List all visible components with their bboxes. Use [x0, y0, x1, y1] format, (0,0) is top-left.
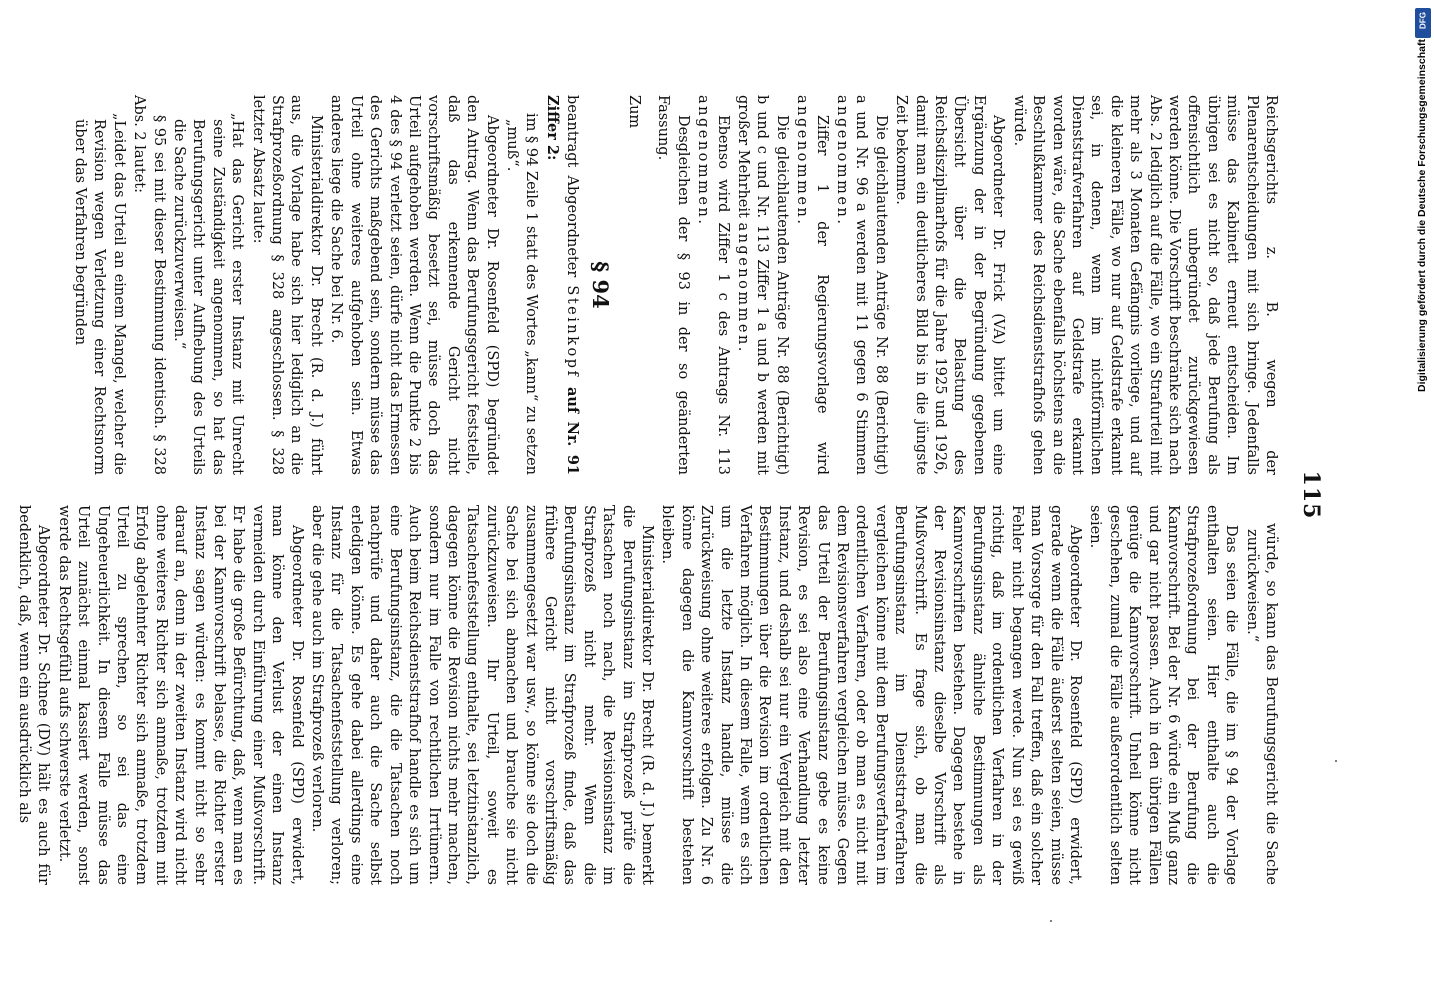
paragraph: Abgeordneter Dr. Schnee (DV) hält es auch für bedenklich, daß, wenn ein ausdrücklich als: [16, 505, 52, 885]
paragraph-text: Ziffer 1 der Regierungsvorlage wird: [813, 115, 830, 475]
emphasis-text: angenommen.: [735, 222, 752, 354]
logo-label: DFG: [1418, 12, 1428, 29]
paragraph: [733, 95, 791, 475]
quotation: würde, so kann das Berufungsgericht die Sache zurückweisen.“: [1243, 523, 1279, 885]
quotation: „Hat das Gericht erster Instanz mit Unrecht seine Zuständigkeit angenommen, so hat das Berufungsgericht unter Aufhebung des Urteils die Sache zurückzuverweisen.“: [171, 113, 246, 475]
paragraph-text: Ebenso wird Ziffer 1 c des Antrags Nr. 113: [714, 115, 731, 475]
paragraph: Abgeordneter Dr. Rosenfeld (SPD) erwidert, gerade wenn die Fälle äußerst selten seien, müsse man Vorsorge für den Fall treffen, daß ein solcher Fehler nicht begangen werde. Nun sei es gewiß richtig, daß im ordentlichen Verfahren in der Berufungsinstanz ähnliche Bestimmungen als Kannvorschriften bestehen. Dagegen bestehe in der Revisionsinstanz dieselbe Vorschrift als Mußvorschrift. Es frage sich, ob man die Berufungsinstanz im Dienststrafverfahren vergleichen könne mit dem Berufungsverfahren im ordentlichen Verfahren, oder ob man es nicht mit dem Revisionsverfahren vergleichen müsse. Gegen das Urteil der Berufungsinstanz gebe es keine Revision, es sei also eine Verhandlung letzter Instanz, und deshalb sei nur ein Vergleich mit den Bestimmungen über die Revision im ordentlichen Verfahren möglich. In diesem Falle, wenn es sich um die letzte Instanz handle, müsse die Zurückweisung ohne weiteres erfolgen. Zu Nr. 6 könne dagegen die Kannvorschrift bestehen bleiben.: [659, 505, 1083, 885]
page-number: 115: [1298, 470, 1324, 520]
section-heading: § 94: [587, 261, 613, 309]
paragraph-text: beantragt Abgeordneter: [564, 95, 581, 286]
paragraph: Abgeordneter Dr. Rosenfeld (SPD) erwidert, man könne den Verlust der einen Instanz vermeiden durch Einführung einer Mußvorschrift. Er habe die große Befürchtung, daß, wenn man es bei der Kannvorschrift belasse, die Richter erster Instanz sagen würden: es kommt nicht so sehr darauf an, denn in der zweiten Instanz wird nicht ohne weiteres Richter sich anmaße, trotzdem mit Erfolg abgelehnter Richter sich anmaße, trotzdem Urteil zu sprechen, so sei das eine Ungeheuerlichkeit. In diesem Falle müsse das Urteil zunächst einmal kassiert werden, sonst werde das Rechtsgefühl aufs schwerste verletzt.: [55, 505, 305, 885]
paragraph: Ministerialdirektor Dr. Brecht (R. d. J.) führt aus, die Vorlage habe sich hier lediglich an die Strafprozeßordnung § 328 angeschlossen. § 328 letzter Absatz laute:: [249, 95, 324, 475]
emphasis-text: angenommen.: [695, 95, 712, 227]
funding-notice: Digitalisierung gefördert durch die Deutsche Forschungsgemeinschaft: [1416, 39, 1428, 392]
paragraph-text: Die gleichlautenden Anträge Nr. 88 (Berichtigt) b und c und Nr. 113 Ziffer 1 a und b werden mit großer Mehrheit: [735, 95, 790, 475]
paragraph: Das seien die Fälle, die im § 94 der Vorlage enthalten seien. Hier enthalte auch die Strafprozeßordnung bei der Berufung die Kannvorschrift. Bei der Nr. 6 würde ein Muß ganz und gar nicht passen. Auch in den übrigen Fällen genüge die Kannvorschrift. Unheil könne nicht geschehen, zumal die Fälle außerordentlich selten seien.: [1087, 505, 1240, 885]
paragraph: [693, 95, 732, 475]
paragraph: [541, 95, 582, 475]
left-text-column: [69, 95, 1280, 475]
motion-text: im § 94 Zeile 1 statt des Wortes „kann“ zu setzen „muß“.: [503, 113, 540, 475]
emphasis-text: angenommen.: [834, 95, 851, 227]
paragraph-text: auf Nr. 91 Ziffer 2:: [543, 95, 582, 475]
paragraph: § 95 sei mit dieser Bestimmung identisch. § 328 Abs. 2 lautet:: [131, 95, 167, 475]
paragraph: Reichsgerichts z. B. wegen der Plenarentscheidungen mit sich bringe. Jedenfalls müsse das Kabinett erneut entscheiden. Im übrigen sei es nicht so, daß jede Berufung als offensichtlich unbegründet zurückgewiesen werden könne. Die Vorschrift beschränke sich nach Abs. 2 lediglich auf die Fälle, wo ein Strafurteil mit mehr als 3 Monaten Gefängnis vorliege, und auf die kleineren Fälle, wo nur auf Geldstrafe erkannt sei, in denen, wenn im nichtförmlichen Dienststrafverfahren auf Geldstrafe erkannt worden wäre, die Sache ebenfalls höchstens an die Beschlußkammer des Reichsdienststrafhofs gehen würde.: [1010, 95, 1279, 475]
scan-speck: [1050, 920, 1052, 922]
zum-label: Zum: [626, 95, 642, 129]
quotation: „Leidet das Urteil an einem Mangel, welcher die Revision wegen Verletzung einer Rechtsnorm über das Verfahren begründen: [72, 113, 127, 475]
paragraph-text: Die gleichlautenden Anträge Nr. 88 (Berichtigt) a und Nr. 96 a werden mit 11 gegen 6 Stimmen: [853, 95, 889, 475]
scan-speck: [1335, 760, 1337, 762]
right-text-column: [13, 505, 1280, 885]
paragraph: Abgeordneter Dr. Rosenfeld (SPD) begründet den Antrag. Wenn das Berufungsgericht feststelle, daß das erkennende Gericht nicht vorschriftsmäßig besetzt sei, müsse doch das Urteil aufgehoben werden. Wenn die Punkte 2 bis 4 des § 94 verletzt seien, dürfe nicht das Ermessen des Gerichts maßgebend sein, sondern müsse das Urteil ohne weiteres aufgehoben sein. Etwas anderes liege die Sache bei Nr. 6.: [328, 95, 500, 475]
digitization-sidebar: [1412, 0, 1434, 1000]
emphasis-text: angenommen.: [794, 95, 811, 227]
paragraph: Ministerialdirektor Dr. Brecht (R. d. J.) bemerkt die Berufungsinstanz im Strafprozeß prüfe die Tatsachen noch nach, die Revisionsinstanz im Strafprozeß nicht mehr. Wenn die Berufungsinstanz im Strafprozeß finde, daß das frühere Gericht nicht vorschriftsmäßig zusammengesetzt war usw., so könne sie doch die Sache bei sich abmachen und brauche sie nicht zurückzuweisen. Ihr Urteil, soweit es Tatsachenfeststellung enthalte, sei letztinstanzlich, dagegen könne die Revision nichts mehr machen, sondern nur im Falle von rechtlichen Irrtümern. Auch beim Reichsdienststrafhof handle es sich um eine Berufungsinstanz, die die Tatsachen noch nachprüfe und daher auch die Sache selbst erledigen könne. Es gehe dabei allerdings eine Instanz für die Tatsachenfeststellung verloren; aber die gehe auch im Strafprozeß verloren.: [309, 505, 655, 885]
rotated-page-content: [16, 85, 1324, 905]
paragraph: Abgeordneter Dr. Frick (VA) bittet um eine Ergänzung der in der Begründung gegebenen Übersicht über die Belastung des Reichsdisziplinarhofs für die Jahre 1925 und 1926, damit man ein deutlicheres Bild bis in die jüngste Zeit bekomme.: [893, 95, 1007, 475]
paragraph: [792, 95, 831, 475]
speaker-name: Steinkopf: [564, 285, 581, 379]
paragraph: [832, 95, 890, 475]
scan-speck: [481, 818, 483, 820]
paragraph: Desgleichen der § 93 in der so geänderten Fassung.: [655, 95, 691, 475]
